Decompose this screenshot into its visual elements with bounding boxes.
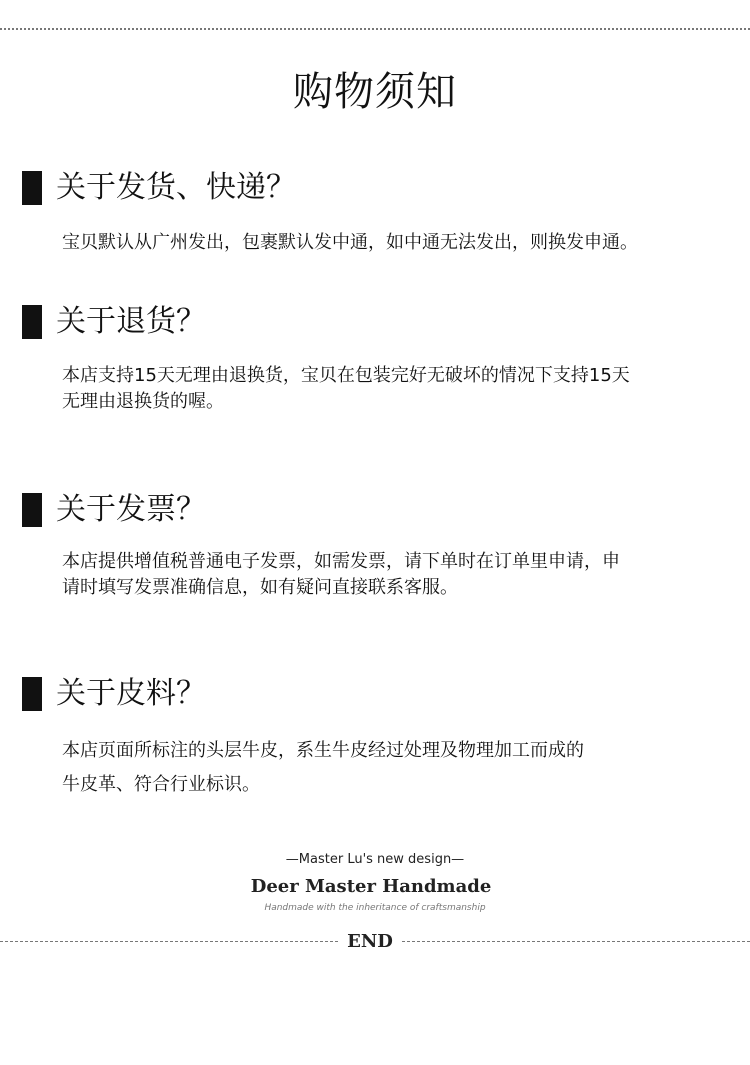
body-line: 本店页面所标注的头层牛皮，系生牛皮经过处理及物理加工而成的 <box>62 740 584 761</box>
body-line: 宝贝默认从广州发出，包裹默认发中通，如中通无法发出，则换发申通。 <box>62 232 638 253</box>
heading-bar-icon <box>22 305 42 339</box>
body-line: 本店支持15天无理由退换货，宝贝在包装完好无破坏的情况下支持15天 <box>62 365 630 386</box>
brand-name: Deer Master Handmade <box>250 876 492 897</box>
section-body <box>62 549 732 601</box>
body-line: 请时填写发票准确信息，如有疑问直接联系客服。 <box>62 577 458 598</box>
designer-credit: —Master Lu's new design— <box>285 852 465 867</box>
page-title: 购物须知 <box>293 69 457 115</box>
section-body <box>62 734 732 802</box>
heading-bar-icon <box>22 171 42 205</box>
heading-bar-icon <box>22 677 42 711</box>
end-divider <box>0 930 750 954</box>
section-heading-text: 关于发票？ <box>56 492 206 527</box>
body-line: 本店提供增值税普通电子发票，如需发票，请下单时在订单里申请，申 <box>62 551 620 572</box>
top-dotted-divider <box>0 28 750 30</box>
section-heading-text: 关于皮料？ <box>56 676 206 711</box>
body-line: 无理由退换货的喔。 <box>62 391 224 412</box>
section-body <box>62 363 732 415</box>
section-heading-text: 关于发货、快递？ <box>56 170 296 205</box>
body-line: 牛皮革、符合行业标识。 <box>62 774 260 795</box>
section-heading <box>22 168 296 208</box>
end-label: END <box>347 931 393 952</box>
heading-bar-icon <box>22 493 42 527</box>
section-body <box>62 230 732 256</box>
end-rule-right <box>402 941 750 942</box>
brand-tagline: Handmade with the inheritance of craftsmanship <box>264 903 486 913</box>
end-rule-left <box>0 941 338 942</box>
section-heading <box>22 302 206 342</box>
section-heading <box>22 490 206 530</box>
section-heading <box>22 674 206 714</box>
section-heading-text: 关于退货？ <box>56 304 206 339</box>
